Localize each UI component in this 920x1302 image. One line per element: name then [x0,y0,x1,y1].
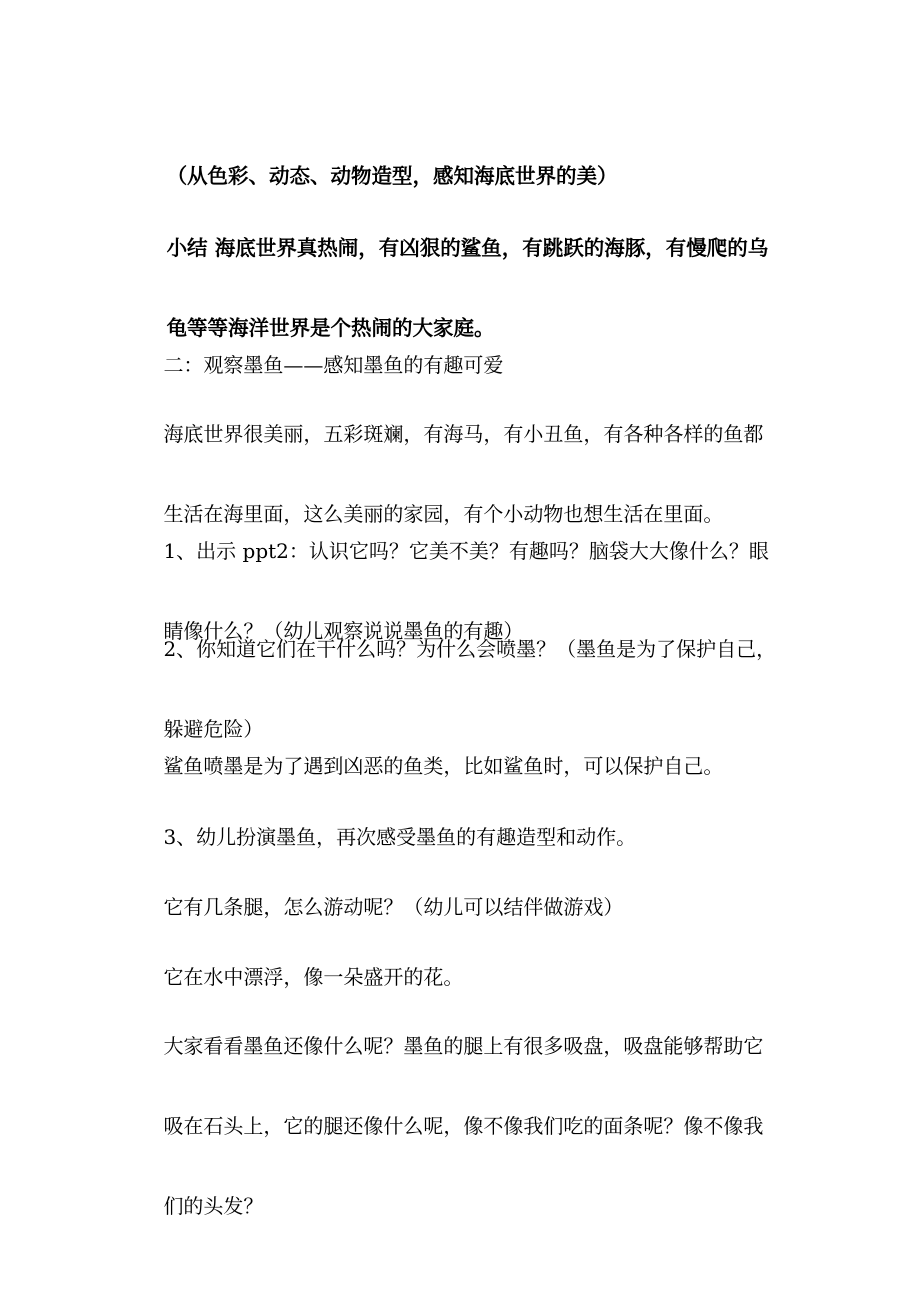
text-line: 大家看看墨鱼还像什么呢？墨鱼的腿上有很多吸盘，吸盘能够帮助它 [163,1034,764,1058]
text-line: 们的头发？ [163,1194,264,1218]
text-line: （从色彩、动态、动物造型，感知海底世界的美） [166,164,618,188]
text-line: 鲨鱼喷墨是为了遇到凶恶的鱼类，比如鲨鱼时，可以保护自己。 [163,754,724,778]
text-line: 它有几条腿，怎么游动呢？（幼儿可以结伴做游戏） [163,895,624,919]
text-line: 2、你知道它们在干什么吗？为什么会喷墨？（墨鱼是为了保护自己， [163,637,777,661]
text-line: 它在水中漂浮，像一朵盛开的花。 [163,965,464,989]
text-line: 龟等等海洋世界是个热闹的大家庭。 [166,316,495,340]
text-line: 小结 海底世界真热闹，有凶狠的鲨鱼，有跳跃的海豚，有慢爬的乌 [166,236,769,260]
text-line: 海底世界很美丽，五彩斑斓，有海马，有小丑鱼，有各种各样的鱼都 [163,422,764,446]
text-line: 3、幼儿扮演墨鱼，再次感受墨鱼的有趣造型和动作。 [163,825,637,849]
text-line: 吸在石头上，它的腿还像什么呢，像不像我们吃的面条呢？像不像我 [163,1114,764,1138]
text-line: 二：观察墨鱼——感知墨鱼的有趣可爱 [163,353,504,377]
text-line: 躲避危险） [163,717,264,741]
text-line: 睛像什么？（幼儿观察说说墨鱼的有趣） [163,619,524,643]
text-line: 生活在海里面，这么美丽的家园，有个小动物也想生活在里面。 [163,502,724,526]
paragraph-suckers [138,986,786,1266]
text-line: 1、出示 ppt2：认识它吗？它美不美？有趣吗？脑袋大大像什么？眼 [163,539,769,563]
